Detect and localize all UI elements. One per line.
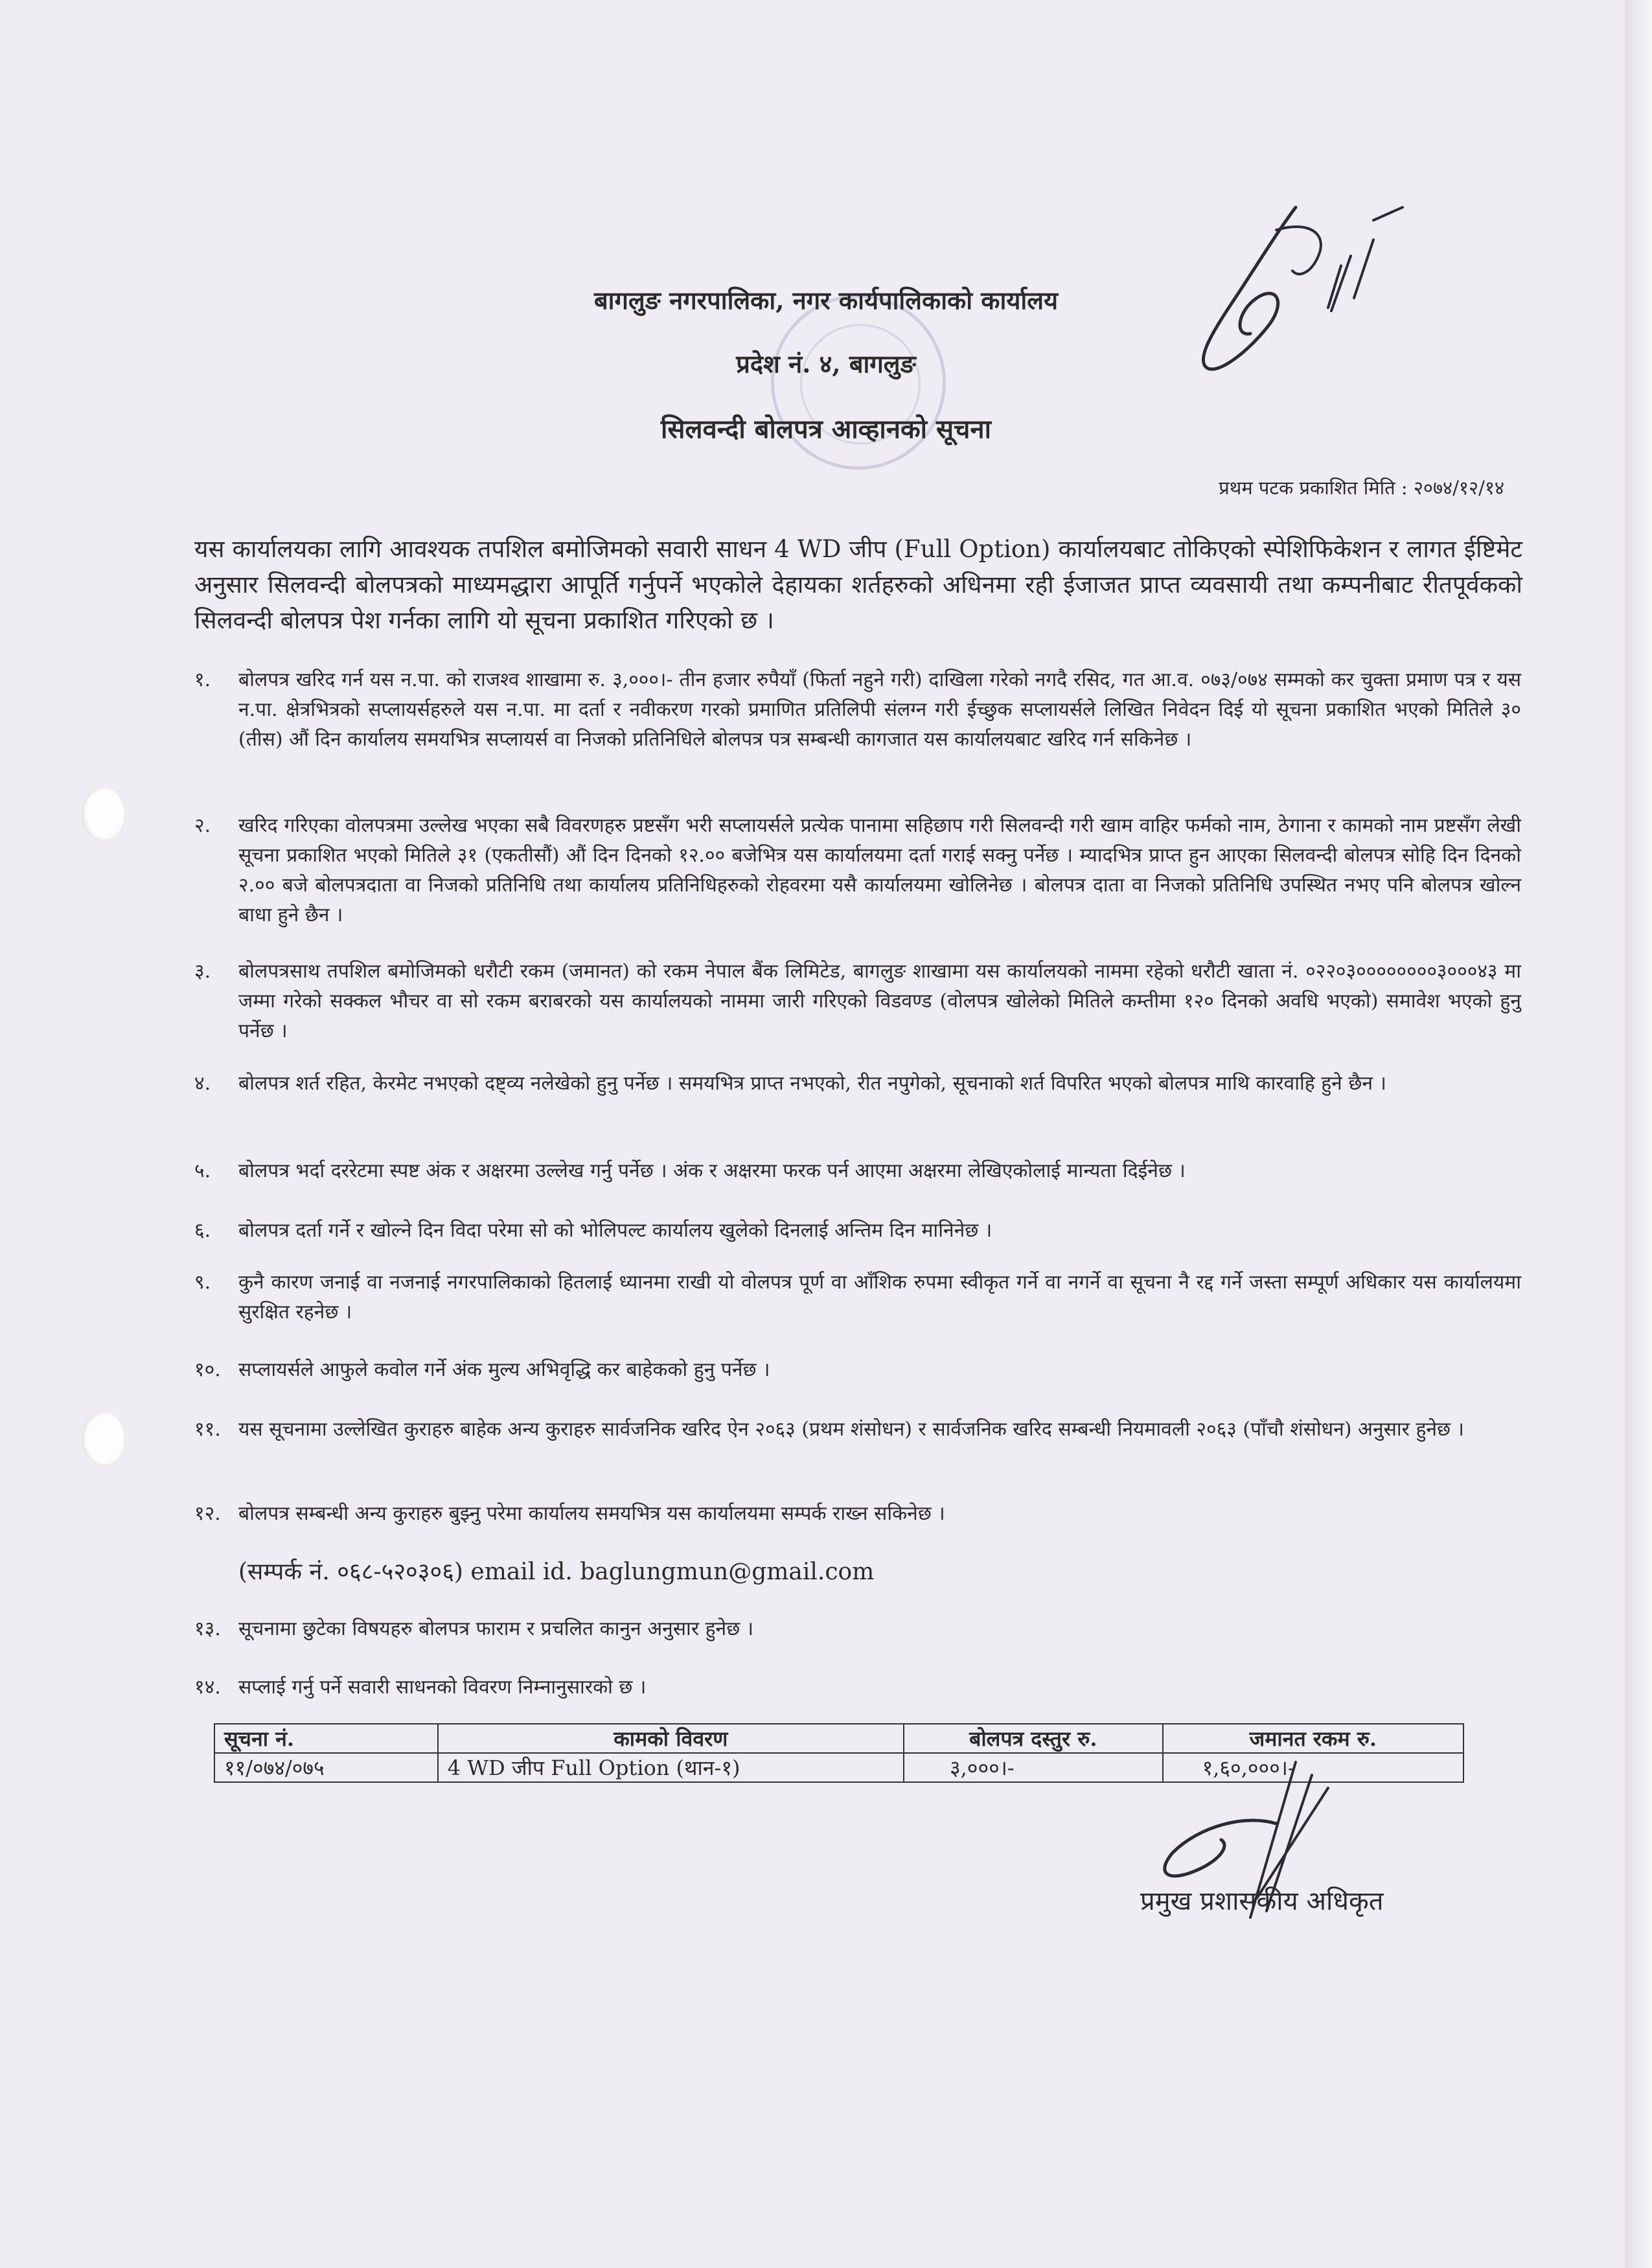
item-text: बोलपत्र भर्दा दररेटमा स्पष्ट अंक र अक्षरमा उल्लेख गर्नु पर्नेछ । अंक र अक्षरमा फरक पर्न आएमा अक्षरमा लेखिएकोलाई मान्यता दिईनेछ । [238, 1160, 1186, 1182]
table-header: कामको विवरण [438, 1724, 904, 1753]
punch-hole [82, 1412, 124, 1465]
item-text: सप्लाई गर्नु पर्ने सवारी साधनको विवरण निम्नानुसारको छ । [238, 1676, 647, 1699]
item-text: बोलपत्रसाथ तपशिल बमोजिमको धरौटी रकम (जमानत) को रकम नेपाल बैंक लिमिटेड, बागलुङ शाखामा यस कार्यालयको नाममा रहेको धरौटी खाता नं. ०२२०३००००००००३०००४३ मा जम्मा गरेको सक्कल भौचर वा सो रकम बराबरको यस कार्यालयको नाममा जारी गरिएको विडवण्ड (वोलपत्र खोलेको मितिले कम्तीमा १२० दिनको अवधि भएको) समावेश भएको हुनु पर्नेछ । [238, 960, 1521, 1042]
table-header: बोलपत्र दस्तुर रु. [904, 1724, 1163, 1753]
item-number: ३. [194, 960, 211, 983]
table-header: सूचना नं. [214, 1724, 438, 1753]
item-text: यस सूचनामा उल्लेखित कुराहरु बाहेक अन्य कुराहरु सार्वजनिक खरिद ऐन २०६३ (प्रथम शंसोधन) र सार्वजनिक खरिद सम्बन्धी नियमावली २०६३ (पाँचौ शंसोधन) अनुसार हुनेछ । [238, 1418, 1464, 1441]
item-number: ११. [194, 1418, 221, 1441]
item-number: ४. [194, 1072, 211, 1095]
item-text: सूचनामा छुटेका विषयहरु बोलपत्र फाराम र प्रचलित कानुन अनुसार हुनेछ । [238, 1618, 754, 1640]
item-text: बोलपत्र सम्बन्धी अन्य कुराहरु बुझ्नु परेमा कार्यालय समयभित्र यस कार्यालयमा सम्पर्क राख्न सकिनेछ । [238, 1502, 945, 1525]
table-cell: ११/०७४/०७५ [214, 1753, 438, 1782]
item-number: ६. [194, 1219, 211, 1242]
office-name: बागलुङ नगरपालिका, नगर कार्यपालिकाको कार्यालय [593, 286, 1059, 315]
item-text: बोलपत्र शर्त रहित, केरमेट नभएको दष्ट्व्य नलेखेको हुनु पर्नेछ । समयभित्र प्राप्त नभएको, रीत नपुगेको, सूचनाको शर्त विपरित भएको बोलपत्र माथि कारवाहि हुने छैन । [238, 1072, 1386, 1095]
publish-date: प्रथम पटक प्रकाशित मिति : २०७४/१२/१४ [1219, 477, 1504, 499]
intro-paragraph: यस कार्यालयका लागि आवश्यक तपशिल बमोजिमको सवारी साधन 4 WD जीप (Full Option) कार्यालयबाट तोकिएको स्पेशिफिकेशन र लागत ईष्टिमेट अनुसार सिलवन्दी बोलपत्रको माध्यमद्धारा आपूर्ति गर्नुपर्ने भएकोले देहायका शर्तहरुको अधिनमा रही ईजाजत प्राप्त व्यवसायी तथा कम्पनीबाट रीतपूर्वकको सिलवन्दी बोलपत्र पेश गर्नका लागि यो सूचना प्रकाशित गरिएको छ । [194, 535, 1522, 634]
contact-line: (सम्पर्क नं. ०६८-५२०३०६) email id. baglungmun@gmail.com [238, 1559, 875, 1585]
item-number: १२. [194, 1502, 221, 1525]
table-cell: ३,०००।- [904, 1753, 1163, 1782]
item-text: बोलपत्र दर्ता गर्ने र खोल्ने दिन विदा परेमा सो को भोलिपल्ट कार्यालय खुलेको दिनलाई अन्तिम दिन मानिनेछ । [238, 1219, 992, 1242]
item-number: १०. [194, 1358, 221, 1381]
item-number: १. [194, 669, 211, 691]
notice-title: सिलवन्दी बोलपत्र आव्हानको सूचना [661, 414, 991, 444]
item-number: २. [194, 814, 211, 837]
punch-hole [82, 787, 124, 840]
item-number: १४. [194, 1676, 221, 1699]
item-text: बोलपत्र खरिद गर्न यस न.पा. को राजश्व शाखामा रु. ३,०००।- तीन हजार रुपैयाँ (फिर्ता नहुने गरी) दाखिला गरेको नगदै रसिद, गत आ.व. ०७३/०७४ सम्मको कर चुक्ता प्रमाण पत्र र यस न.पा. क्षेत्रभित्रको सप्लायर्सहरुले यस न.पा. मा दर्ता र नवीकरण गरको प्रमाणित प्रतिलिपी संलग्न गरी ईच्छुक सप्लायर्सले लिखित निवेदन दिई यो सूचना प्रकाशित भएको मितिले ३० (तीस) औं दिन कार्यालय समयभित्र सप्लायर्स वा निजको प्रतिनिधिले बोलपत्र पत्र सम्बन्धी कागजात यस कार्यालयबाट खरिद गर्न सकिनेछ । [238, 669, 1521, 751]
signer-title: प्रमुख प्रशासकीय अधिकृत [1140, 1886, 1384, 1916]
item-text: सप्लायर्सले आफुले कवोल गर्ने अंक मुल्य अभिवृद्धि कर बाहेकको हुनु पर्नेछ । [238, 1358, 770, 1381]
office-address: प्रदेश नं. ४, बागलुङ [736, 349, 916, 378]
table-cell: १,६०,०००।- [1163, 1753, 1463, 1782]
item-number: १३. [194, 1618, 221, 1640]
item-text: कुनै कारण जनाई वा नजनाई नगरपालिकाको हितलाई ध्यानमा राखी यो वोलपत्र पूर्ण वा आँशिक रुपमा स्वीकृत गर्ने वा नगर्ने वा सूचना नै रद्द गर्ने जस्ता सम्पूर्ण अधिकार यस कार्यालयमा सुरक्षित रहनेछ । [238, 1271, 1521, 1323]
table-cell: 4 WD जीप Full Option (थान-१) [438, 1753, 904, 1782]
table-header: जमानत रकम रु. [1163, 1724, 1463, 1753]
page-edge [1625, 0, 1652, 2268]
item-text: खरिद गरिएका वोलपत्रमा उल्लेख भएका सबै विवरणहरु प्रष्टसँग भरी सप्लायर्सले प्रत्येक पानामा सहिछाप गरी सिलवन्दी गरी खाम वाहिर फर्मको नाम, ठेगाना र कामको नाम प्रष्टसँग लेखी सूचना प्रकाशित भएको मितिले ३१ (एकतीसौं) औं दिन दिनको १२.०० बजेभित्र यस कार्यालयमा दर्ता गराई सक्नु पर्नेछ । म्यादभित्र प्राप्त हुन आएका सिलवन्दी बोलपत्र सोहि दिन दिनको २.०० बजे बोलपत्रदाता वा निजको प्रतिनिधि तथा कार्यालय प्रतिनिधिहरुको रोहवरमा यसै कार्यालयमा खोलिनेछ । बोलपत्र दाता वा निजको प्रतिनिधि उपस्थित नभए पनि बोलपत्र खोल्न बाधा हुने छैन । [238, 814, 1521, 926]
item-number: ९. [194, 1271, 211, 1294]
item-number: ५. [194, 1160, 211, 1182]
